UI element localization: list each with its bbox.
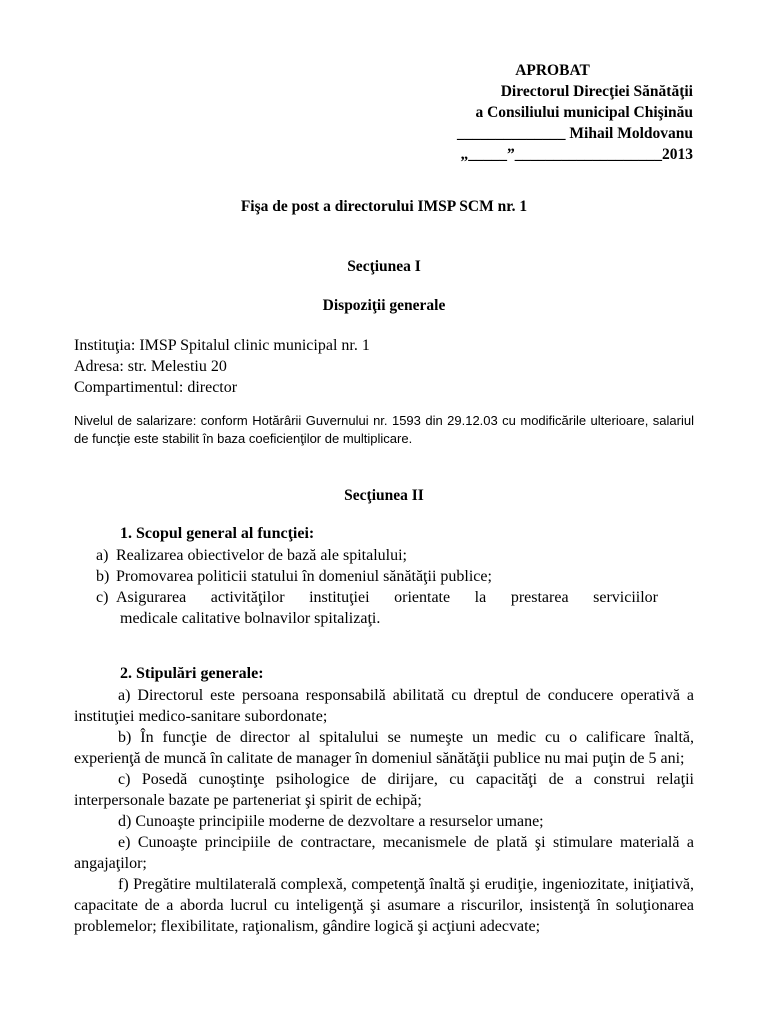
document-title: Fişa de post a directorului IMSP SCM nr. 1 bbox=[240, 198, 528, 215]
list-item-text: Realizarea obiectivelor de bază ale spitalului; bbox=[116, 547, 407, 564]
department-line: Compartimentul: director bbox=[74, 379, 238, 396]
approval-line-2: a Consiliului municipal Chişinău bbox=[475, 104, 693, 121]
institution-line: Instituţia: IMSP Spitalul clinic municipal nr. 1 bbox=[74, 337, 370, 354]
institution-info bbox=[74, 335, 370, 398]
list-item bbox=[96, 566, 658, 587]
salary-paragraph: Nivelul de salarizare: conform Hotărârii Guvernului nr. 1593 din 29.12.03 cu modificările ulterioare, salariul de funcţie este stabilit în baza coeficienţilor de multiplicare. bbox=[74, 413, 694, 446]
stipulation-paragraph: a) Directorul este persoana responsabilă abilitată cu dreptul de conducere operativă a instituţiei medico-sanitare subordonate; bbox=[74, 687, 694, 725]
section-2-title: Secţiunea II bbox=[344, 487, 424, 504]
approval-date-line: „_____”___________________2013 bbox=[460, 146, 693, 163]
section-1-title: Secţiunea I bbox=[347, 258, 421, 275]
approval-title: APROBAT bbox=[515, 62, 590, 79]
list-item-marker: a) bbox=[96, 547, 109, 564]
scope-list bbox=[96, 545, 658, 629]
approval-signature-line: ______________ Mihail Moldovanu bbox=[457, 125, 693, 142]
address-line: Adresa: str. Melestiu 20 bbox=[74, 358, 227, 375]
scope-heading: 1. Scopul general al funcţiei: bbox=[120, 525, 315, 542]
section-1-subtitle: Dispoziţii generale bbox=[322, 297, 446, 314]
list-item bbox=[96, 587, 658, 608]
approval-line-1: Directorul Direcţiei Sănătăţii bbox=[500, 83, 693, 100]
list-item-text: Promovarea politicii statului în domeniul sănătăţii publice; bbox=[116, 568, 492, 585]
list-item-text: Asigurarea activităţilor instituţiei orientate la prestarea serviciilor bbox=[116, 589, 658, 606]
list-item-continuation: medicale calitative bolnavilor spitalizaţi. bbox=[120, 610, 381, 627]
stipulation-paragraph: e) Cunoaşte principiile de contractare, mecanismele de plată şi stimulare materială a angajaţilor; bbox=[74, 834, 694, 872]
approval-block bbox=[457, 60, 693, 165]
stipulation-paragraph: b) În funcţie de director al spitalului se numeşte un medic cu o calificare înaltă, experienţă de muncă în calitate de manager în domeniul sănătăţii publice nu mai puţin de 5 ani; bbox=[74, 729, 694, 767]
stipulations-heading: 2. Stipulări generale: bbox=[120, 665, 264, 682]
list-item bbox=[96, 545, 658, 566]
stipulations-body bbox=[74, 685, 694, 937]
stipulation-paragraph: d) Cunoaşte principiile moderne de dezvoltare a resurselor umane; bbox=[118, 813, 544, 830]
stipulation-paragraph: c) Posedă cunoştinţe psihologice de dirijare, cu capacităţi de a construi relaţii interpersonale bazate pe parteneriat şi spirit de echipă; bbox=[74, 771, 694, 809]
list-item-marker: c) bbox=[96, 589, 109, 606]
list-item-marker: b) bbox=[96, 568, 110, 585]
stipulation-paragraph: f) Pregătire multilaterală complexă, competenţă înaltă şi erudiţie, ingeniozitate, iniţiativă, capacitate de a aborda lucrul cu inteligenţă şi asumare a riscurilor, insistenţă în soluţionarea problemelor; flexibilitate, raţionalism, gândire logică şi acţiuni adecvate; bbox=[74, 876, 694, 935]
